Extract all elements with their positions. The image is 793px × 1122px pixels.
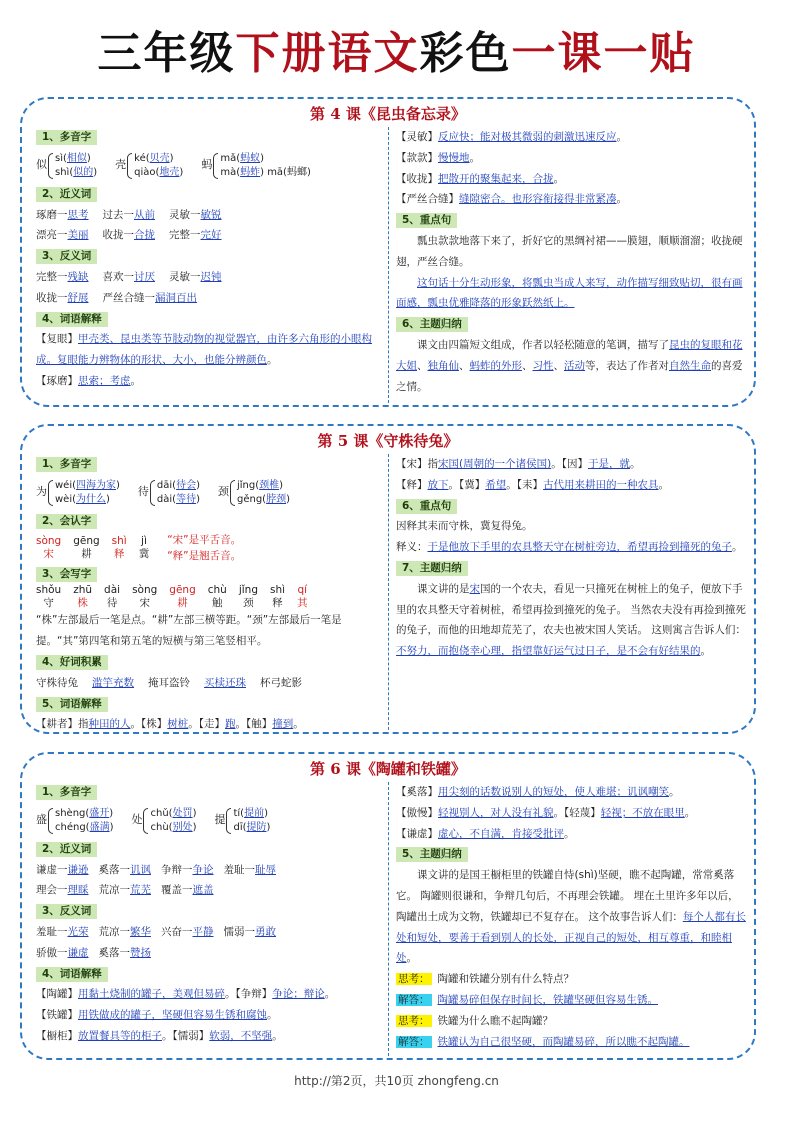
good-words-row: 守株待兔 滥竽充数 掩耳盗铃 买椟还珠 杯弓蛇影 <box>36 676 302 689</box>
theme-summary: 课文讲的是宋国的一个农夫，看见一只撞死在树桩上的兔子，便放下手里的农具整天守着树桩，希望再捡到撞死的兔子。 当然农夫没有再捡到撞死的兔子，而他的田地却荒芜了，农夫也被宋国人笑话。 这则寓言告诉人们：不努力，而抱侥幸心理，指望靠好运气过日子，是不会有好结果的。 <box>396 582 746 658</box>
section-heading: 2、会认字 <box>36 514 97 529</box>
lesson-6-card <box>20 752 756 1060</box>
word-explanation: 【奚落】用尖刻的话数说别人的短处，使人难堪；讥讽嘲笑。 <box>396 786 680 798</box>
word-explanation: 【傲慢】轻视别人，对人没有礼貌。【轻蔑】轻视；不放在眼里。 <box>396 806 696 819</box>
word-explanation: 【复眼】甲壳类、昆虫类等节肢动物的视觉器官，由许多六角形的小眼构成。复眼能力辨物体的形状、大小，也能分辨颜色。 <box>36 333 372 367</box>
title-part-1: 三年级 <box>97 28 236 79</box>
word-explanation: 【陶罐】用黏土烧制的罐子，美观但易碎。【争辩】争论；辩论。 <box>36 988 336 1001</box>
section-heading: 7、主题归纳 <box>396 561 468 576</box>
char-card: zhū 株 <box>73 584 93 610</box>
lesson-6-title: 第 6 课《陶罐和铁罐》 <box>310 760 466 778</box>
polyphone-row <box>36 475 386 511</box>
section-heading: 5、词语解释 <box>36 697 108 712</box>
recognize-characters <box>36 532 386 564</box>
antonym-row: 收拢一舒展 严丝合缝一漏洞百出 <box>36 291 197 304</box>
char-card: sòng 宋 <box>132 584 158 610</box>
polyphone-item: 蚂 mǎ(蚂蚁) mà(蚂蚱) mā(蚂螂) <box>201 152 311 178</box>
char-card: chù 触 <box>207 584 227 610</box>
polyphone-item: 为 wéi(四海为家) wèi(为什么) <box>36 479 120 505</box>
write-note: “株”左部最后一笔是点。“耕”左部三横等距。“颈”左部最后一笔是提。“其”第四笔和第五笔的短横与第三笔竖相平。 <box>36 614 342 648</box>
word-explanation: 【铁罐】用铁做成的罐子，坚硬但容易生锈和腐蚀。 <box>36 1009 278 1022</box>
section-heading: 2、近义词 <box>36 842 97 857</box>
section-heading: 4、好词积累 <box>36 655 108 670</box>
lesson-6-left-column <box>36 782 386 1047</box>
section-heading: 5、主题归纳 <box>396 847 468 862</box>
word-explanation: 【灵敏】反应快；能对极其微弱的刺激迅速反应。 <box>396 131 627 143</box>
section-heading: 4、词语解释 <box>36 312 108 327</box>
key-sentence-meaning: 释义：于是他放下手里的农具整天守在树桩旁边，希望再捡到撞死的兔子。 <box>396 541 743 554</box>
char-card: shǒu 守 <box>36 584 62 610</box>
word-explanation: 【谦虚】虚心，不自满，肯接受批评。 <box>396 827 575 840</box>
read-note: “释”是翘舌音。 <box>167 549 242 562</box>
char-card: jì 冀 <box>138 534 150 560</box>
section-heading: 6、重点句 <box>396 499 457 514</box>
key-sentence: 因释其耒而守株，冀复得兔。 <box>396 520 533 533</box>
polyphone-item: 盛 shèng(盛开) chéng(盛满) <box>36 807 114 833</box>
column-divider <box>388 454 389 730</box>
word-explanation: 【橱柜】放置餐具等的柜子。【懦弱】软弱，不坚强。 <box>36 1029 283 1042</box>
key-sentence-analysis: 这句话十分生动形象，将瓢虫当成人来写，动作描写细致贴切，很有画面感，瓢虫优雅降落的形象跃然纸上。 <box>396 276 743 310</box>
section-heading: 1、多音字 <box>36 130 97 145</box>
title-part-2: 下册语文 <box>235 28 420 79</box>
lesson-5-title: 第 5 课《守株待兔》 <box>317 432 459 450</box>
char-card: shì 释 <box>270 584 286 610</box>
theme-summary: 课文讲的是国王橱柜里的铁罐自恃(shì)坚硬，瞧不起陶罐，常常奚落它。 陶罐则很谦和，争辩几句后，不再理会铁罐。 埋在土里许多年以后，陶罐出土成为文物，铁罐却已不复存在。 这个故事告诉人们：每个人都有长处和短处，要善于看到别人的长处，正视自己的短处，相互尊重，和睦相处。 <box>396 869 746 965</box>
page-title <box>0 26 793 82</box>
column-divider <box>388 127 389 403</box>
title-part-4: 一课一贴 <box>511 28 696 79</box>
polyphone-item: 壳 ké(贝壳) qiào(地壳) <box>115 152 184 178</box>
word-explanation: 【严丝合缝】缝隙密合。也形容衔接得非常紧凑。 <box>396 193 627 206</box>
word-explanation: 【释】放下。【冀】希望。【耒】古代用来耕田的一种农具。 <box>396 478 669 491</box>
lesson-5-card <box>20 424 756 734</box>
word-explanation: 【耕者】指种田的人。【株】树桩。【走】跑。【触】撞到。 <box>36 718 304 731</box>
read-note: “宋”是平舌音。 <box>167 533 242 546</box>
section-heading: 1、多音字 <box>36 457 97 472</box>
polyphone-row <box>36 803 386 839</box>
title-part-3: 彩色 <box>419 28 512 79</box>
synonym-row: 理会一理睬 荒凉一荒芜 覆盖一遮盖 <box>36 884 214 897</box>
char-card: jǐng 颈 <box>238 584 258 610</box>
write-characters <box>36 584 386 610</box>
think-answer: 解答： 陶罐易碎但保存时间长，铁罐坚硬但容易生锈。 <box>398 993 658 1006</box>
char-card: qí 其 <box>297 584 308 610</box>
think-answer: 解答： 铁罐认为自己很坚硬，而陶罐易碎，所以瞧不起陶罐。 <box>398 1035 690 1048</box>
think-question: 思考： 陶罐和铁罐分别有什么特点？ <box>398 973 574 986</box>
section-heading: 3、会写字 <box>36 567 97 582</box>
section-heading: 1、多音字 <box>36 785 97 800</box>
lesson-4-left-column <box>36 127 386 392</box>
synonym-row: 谦虚一谦逊 奚落一讥讽 争辩一争论 羞耻一耻辱 <box>36 863 276 876</box>
polyphone-row <box>36 148 386 184</box>
char-card: gēng 耕 <box>73 534 100 560</box>
page-footer: http://第2页，共10页 zhongfeng.cn <box>294 1074 499 1088</box>
synonym-row: 漂亮一美丽 收拢一合拢 完整一完好 <box>36 229 222 242</box>
column-divider <box>388 782 389 1056</box>
lesson-4-right-column <box>396 127 748 397</box>
section-heading: 3、反义词 <box>36 904 97 919</box>
antonym-row: 骄傲一谦虚 奚落一赞扬 <box>36 946 151 959</box>
char-card: dài 待 <box>104 584 121 610</box>
section-heading: 4、词语解释 <box>36 967 108 982</box>
lesson-6-right-column <box>396 782 748 1052</box>
polyphone-item: 处 chǔ(处罚) chù(别处) <box>131 807 197 833</box>
polyphone-item: 颈 jǐng(颈椎) gěng(脖颈) <box>217 479 290 505</box>
think-question: 思考： 铁罐为什么瞧不起陶罐？ <box>398 1014 553 1027</box>
polyphone-item: 似 sì(相似) shì(似的) <box>36 152 98 178</box>
word-explanation: 【收拢】把散开的聚集起来，合拢。 <box>396 172 564 185</box>
section-heading: 6、主题归纳 <box>396 317 468 332</box>
lesson-4-title: 第 4 课《昆虫备忘录》 <box>310 105 466 123</box>
polyphone-item: 待 dāi(待会) dài(等待) <box>137 479 200 505</box>
antonym-row: 完整一残缺 喜欢一讨厌 灵敏一迟钝 <box>36 270 222 283</box>
word-explanation: 【琢磨】思索；考虑。 <box>36 374 141 387</box>
key-sentence: 瓢虫款款地落下来了，折好它的黑绸衬裙——膜翅，顺顺溜溜；收拢硬翅，严丝合缝。 <box>396 234 743 268</box>
section-heading: 2、近义词 <box>36 187 97 202</box>
word-explanation: 【款款】慢慢地。 <box>396 151 480 164</box>
word-explanation: 【宋】指宋国(周朝的一个诸侯国)。【因】于是，就。 <box>396 458 641 470</box>
char-card: sòng 宋 <box>36 534 62 560</box>
lesson-5-left-column <box>36 454 386 735</box>
char-card: gēng 耕 <box>169 584 196 610</box>
lesson-5-right-column <box>396 454 748 662</box>
theme-summary: 课文由四篇短文组成，作者以轻松随意的笔调，描写了昆虫的复眼和花大姐、独角仙、蚂蚱的外形、习性、活动等，表达了作者对自然生命的喜爱之情。 <box>396 338 743 393</box>
antonym-row: 羞耻一光荣 荒凉一繁华 兴奋一平静 懦弱一勇敢 <box>36 925 276 938</box>
lesson-4-card <box>20 97 756 407</box>
synonym-row: 琢磨一思考 过去一从前 灵敏一敏锐 <box>36 208 222 221</box>
polyphone-item: 提 tí(提前) dī(提防) <box>214 807 271 833</box>
section-heading: 3、反义词 <box>36 249 97 264</box>
char-card: shì 释 <box>111 534 127 560</box>
section-heading: 5、重点句 <box>396 213 457 228</box>
